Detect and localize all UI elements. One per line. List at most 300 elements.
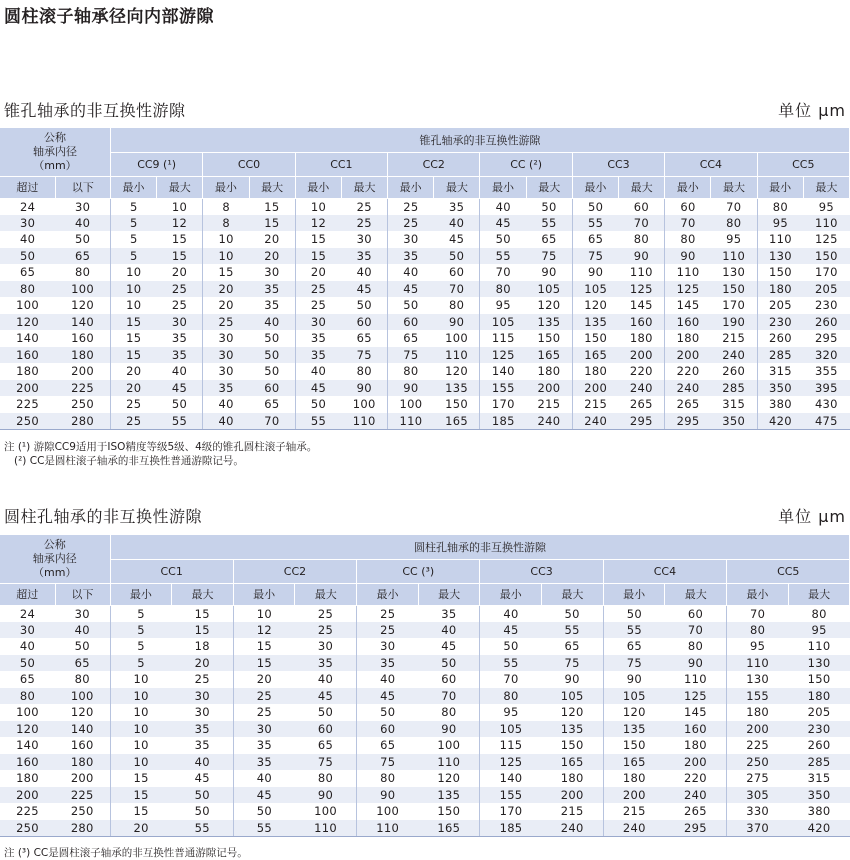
min-cell: 75: [603, 655, 665, 672]
min-cell: 10: [110, 721, 172, 738]
min-cell: 8: [222, 199, 230, 214]
min-cell: 305: [727, 787, 789, 804]
max-cell: 320: [803, 347, 849, 364]
incl-header: 以下: [55, 176, 110, 198]
table-row: [0, 787, 850, 804]
min-cell: 55: [603, 622, 665, 639]
max-cell: 180: [788, 688, 850, 705]
max-cell: 315: [807, 771, 831, 786]
max-cell: 60: [418, 671, 480, 688]
table-row: [0, 605, 850, 622]
min-cell: 215: [622, 804, 646, 819]
table1-title: 锥孔轴承的非互换性游隙: [4, 101, 186, 120]
min-cell: 15: [133, 804, 149, 819]
max-cell: 65: [295, 737, 357, 754]
max-cell: 60: [341, 314, 387, 331]
min-header: 最小: [572, 176, 618, 198]
min-cell: 170: [499, 804, 523, 819]
bore-incl-cell: 120: [55, 297, 110, 314]
min-cell: 20: [126, 364, 142, 379]
table1-notes: [4, 440, 317, 468]
min-cell: 55: [572, 215, 618, 232]
min-cell: 40: [203, 413, 249, 430]
max-cell: 350: [788, 787, 850, 804]
min-cell: 160: [665, 314, 711, 331]
min-cell: 40: [403, 265, 419, 280]
bore-over-cell: 24: [19, 199, 36, 214]
table-row: [0, 380, 850, 397]
max-cell: 420: [788, 820, 850, 837]
over-header: 超过: [0, 583, 55, 605]
min-cell: 80: [403, 364, 419, 379]
min-cell: 220: [676, 364, 700, 379]
max-cell: 60: [295, 721, 357, 738]
min-cell: 90: [388, 380, 434, 397]
bore-incl-cell: 140: [55, 314, 110, 331]
max-header: 最大: [341, 176, 387, 198]
clearance-group-header: CC5: [727, 559, 850, 583]
max-cell: 35: [172, 721, 234, 738]
min-cell: 100: [399, 397, 423, 412]
min-cell: 205: [768, 298, 792, 313]
max-cell: 80: [295, 770, 357, 787]
max-cell: 120: [418, 770, 480, 787]
min-cell: 15: [310, 232, 327, 247]
min-cell: 10: [256, 606, 272, 621]
min-cell: 155: [727, 688, 789, 705]
min-cell: 55: [233, 820, 295, 837]
max-cell: 65: [341, 330, 387, 347]
min-cell: 10: [110, 281, 156, 298]
bore-over-cell: 80: [0, 688, 55, 705]
table-row: [0, 264, 850, 281]
max-cell: 75: [295, 754, 357, 771]
min-cell: 350: [757, 380, 803, 397]
min-cell: 30: [218, 364, 234, 379]
bore-incl-cell: 280: [55, 413, 110, 430]
max-cell: 100: [295, 803, 357, 820]
max-cell: 80: [711, 215, 757, 232]
min-cell: 25: [126, 397, 142, 412]
bore-incl-cell: 160: [55, 330, 110, 347]
min-cell: 15: [256, 639, 272, 654]
min-cell: 12: [233, 622, 295, 639]
min-cell: 45: [480, 215, 526, 232]
max-cell: 25: [341, 198, 387, 215]
bore-incl-cell: 65: [55, 248, 110, 265]
min-cell: 25: [403, 199, 419, 214]
max-cell: 25: [157, 297, 203, 314]
min-cell: 330: [746, 804, 770, 819]
bore-over-cell: 80: [0, 281, 55, 298]
max-cell: 170: [814, 265, 838, 280]
max-cell: 110: [295, 820, 357, 837]
min-cell: 180: [757, 281, 803, 298]
min-header: 最小: [110, 583, 172, 605]
min-cell: 35: [295, 347, 341, 364]
min-header: 最小: [388, 176, 434, 198]
table-row: [0, 655, 850, 672]
min-header: 最小: [110, 176, 156, 198]
min-cell: 40: [380, 672, 396, 687]
group-header: 锥孔轴承的非互换性游隙: [110, 128, 849, 152]
table1-note-2: (²) CC是圆柱滚子轴承的非互换性普通游隙记号。: [14, 455, 244, 467]
min-cell: 65: [380, 738, 396, 753]
max-cell: 295: [814, 331, 838, 346]
max-cell: 150: [434, 396, 480, 413]
bore-over-cell: 30: [0, 622, 55, 639]
max-cell: 45: [295, 688, 357, 705]
clearance-group-header: CC3: [480, 559, 603, 583]
bore-incl-cell: 100: [55, 688, 110, 705]
min-cell: 105: [480, 314, 526, 331]
max-cell: 110: [807, 639, 831, 654]
max-cell: 35: [157, 330, 203, 347]
max-cell: 180: [526, 363, 572, 380]
max-cell: 165: [526, 347, 572, 364]
max-cell: 70: [418, 688, 480, 705]
min-cell: 95: [495, 298, 511, 313]
min-header: 最小: [295, 176, 341, 198]
max-cell: 165: [542, 754, 604, 771]
min-cell: 75: [388, 347, 434, 364]
max-cell: 110: [341, 413, 387, 430]
max-cell: 70: [619, 215, 665, 232]
min-cell: 80: [727, 622, 789, 639]
min-cell: 60: [680, 199, 696, 214]
min-cell: 150: [622, 738, 646, 753]
max-cell: 240: [526, 413, 572, 430]
min-cell: 65: [588, 232, 604, 247]
min-cell: 265: [676, 397, 700, 412]
min-cell: 70: [750, 606, 766, 621]
max-cell: 15: [157, 231, 203, 248]
max-cell: 220: [619, 363, 665, 380]
min-header: 最小: [757, 176, 803, 198]
max-cell: 150: [711, 281, 757, 298]
max-cell: 75: [341, 347, 387, 364]
min-cell: 80: [772, 199, 789, 214]
max-cell: 70: [434, 281, 480, 298]
min-cell: 5: [129, 199, 138, 214]
max-cell: 50: [172, 787, 234, 804]
bore-incl-cell: 50: [55, 638, 110, 655]
max-cell: 395: [803, 380, 849, 397]
min-cell: 50: [503, 639, 519, 654]
bore-over-cell: 250: [0, 820, 55, 837]
max-cell: 25: [172, 671, 234, 688]
max-cell: 90: [295, 787, 357, 804]
max-cell: 90: [341, 380, 387, 397]
max-cell: 145: [619, 297, 665, 314]
max-cell: 260: [803, 314, 849, 331]
max-cell: 350: [711, 413, 757, 430]
min-cell: 130: [746, 672, 770, 687]
min-cell: 35: [357, 655, 419, 672]
min-cell: 40: [495, 199, 511, 214]
min-cell: 20: [110, 820, 172, 837]
min-cell: 10: [110, 688, 172, 705]
bore-incl-cell: 100: [55, 281, 110, 298]
max-header: 最大: [434, 176, 480, 198]
min-cell: 50: [380, 705, 396, 720]
max-header: 最大: [619, 176, 665, 198]
max-cell: 80: [434, 297, 480, 314]
bore-over-cell: 100: [16, 705, 39, 720]
max-cell: 55: [542, 622, 604, 639]
bore-incl-cell: 80: [55, 671, 110, 688]
min-cell: 10: [133, 705, 149, 720]
min-cell: 30: [403, 232, 419, 247]
min-cell: 120: [584, 298, 608, 313]
cylindrical-bore-clearance-table: [0, 535, 850, 837]
table-row: [0, 297, 850, 314]
clearance-group-header: CC1: [110, 559, 233, 583]
min-cell: 10: [133, 672, 149, 687]
min-cell: 185: [480, 820, 542, 837]
min-cell: 275: [746, 771, 770, 786]
min-cell: 40: [256, 771, 272, 786]
max-cell: 25: [157, 281, 203, 298]
table-row: [0, 248, 850, 265]
table2-note-1: 注 (³) CC是圆柱滚子轴承的非互换性普通游隙记号。: [4, 847, 248, 859]
max-cell: 30: [172, 688, 234, 705]
table-row: [0, 754, 850, 771]
min-cell: 5: [110, 622, 172, 639]
min-cell: 50: [403, 298, 419, 313]
min-cell: 25: [310, 298, 327, 313]
max-cell: 125: [665, 688, 727, 705]
min-cell: 80: [480, 688, 542, 705]
bore-over-cell: 225: [16, 804, 39, 819]
table-row: [0, 330, 850, 347]
min-cell: 12: [295, 215, 341, 232]
max-cell: 205: [803, 281, 849, 298]
min-cell: 30: [380, 639, 396, 654]
max-cell: 125: [814, 232, 838, 247]
min-cell: 200: [727, 721, 789, 738]
bore-incl-cell: 225: [55, 787, 110, 804]
max-cell: 30: [295, 638, 357, 655]
max-cell: 45: [434, 231, 480, 248]
clearance-group-header: CC (³): [357, 559, 480, 583]
table-row: [0, 688, 850, 705]
table-row: [0, 363, 850, 380]
min-cell: 140: [499, 771, 523, 786]
table-row: [0, 803, 850, 820]
max-cell: 110: [619, 264, 665, 281]
min-cell: 20: [256, 672, 272, 687]
bore-over-cell: 250: [0, 413, 55, 430]
clearance-group-header: CC4: [665, 152, 757, 176]
min-cell: 5: [110, 248, 156, 265]
page-title: 圆柱滚子轴承径向内部游隙: [4, 7, 214, 27]
min-cell: 140: [491, 364, 515, 379]
max-cell: 120: [526, 297, 572, 314]
max-cell: 55: [172, 820, 234, 837]
max-cell: 60: [619, 198, 665, 215]
max-cell: 20: [172, 655, 234, 672]
min-cell: 20: [218, 298, 234, 313]
max-cell: 160: [665, 721, 727, 738]
max-cell: 70: [249, 413, 295, 430]
max-cell: 65: [249, 396, 295, 413]
bore-over-cell: 50: [0, 655, 55, 672]
bore-over-cell: 50: [0, 248, 55, 265]
min-cell: 155: [480, 787, 542, 804]
bore-over-cell: 40: [19, 639, 36, 654]
bore-over-cell: 180: [16, 771, 39, 786]
bore-over-cell: 24: [19, 606, 36, 621]
max-cell: 200: [619, 347, 665, 364]
max-cell: 50: [249, 363, 295, 380]
bore-incl-cell: 30: [55, 198, 110, 215]
max-cell: 110: [803, 215, 849, 232]
max-header: 最大: [418, 583, 480, 605]
min-cell: 95: [750, 639, 766, 654]
max-cell: 355: [814, 364, 838, 379]
bore-incl-cell: 200: [55, 770, 110, 787]
min-cell: 295: [665, 413, 711, 430]
max-cell: 200: [526, 380, 572, 397]
min-cell: 240: [603, 820, 665, 837]
max-cell: 15: [157, 248, 203, 265]
min-cell: 105: [480, 721, 542, 738]
min-cell: 260: [768, 331, 792, 346]
max-header: 最大: [788, 583, 850, 605]
clearance-group-header: CC1: [295, 152, 387, 176]
max-cell: 40: [157, 363, 203, 380]
bore-over-cell: 30: [0, 215, 55, 232]
min-cell: 225: [746, 738, 770, 753]
min-cell: 80: [680, 232, 696, 247]
nominal-bore-header: 公称 轴承内径 （mm）: [0, 535, 110, 583]
max-cell: 50: [526, 198, 572, 215]
incl-header: 以下: [55, 583, 110, 605]
min-cell: 5: [137, 639, 145, 654]
max-cell: 285: [711, 380, 757, 397]
max-header: 最大: [665, 583, 727, 605]
min-cell: 30: [218, 331, 234, 346]
max-cell: 215: [711, 330, 757, 347]
min-cell: 180: [622, 771, 646, 786]
bore-incl-cell: 140: [55, 721, 110, 738]
min-cell: 135: [603, 721, 665, 738]
max-cell: 260: [711, 363, 757, 380]
max-cell: 50: [249, 330, 295, 347]
min-cell: 25: [357, 622, 419, 639]
min-cell: 15: [126, 331, 142, 346]
min-cell: 10: [310, 199, 327, 214]
min-cell: 75: [357, 754, 419, 771]
bore-incl-cell: 50: [55, 231, 110, 248]
bore-incl-cell: 200: [55, 363, 110, 380]
max-header: 最大: [295, 583, 357, 605]
max-cell: 130: [711, 264, 757, 281]
max-cell: 240: [711, 347, 757, 364]
min-cell: 5: [110, 655, 172, 672]
min-cell: 130: [757, 248, 803, 265]
min-cell: 5: [129, 232, 138, 247]
min-cell: 55: [480, 655, 542, 672]
bore-over-cell: 225: [16, 397, 40, 412]
max-cell: 50: [418, 655, 480, 672]
min-header: 最小: [727, 583, 789, 605]
min-cell: 10: [203, 248, 249, 265]
bore-over-cell: 65: [19, 265, 36, 280]
min-cell: 35: [233, 754, 295, 771]
max-cell: 40: [434, 215, 480, 232]
max-cell: 120: [434, 363, 480, 380]
table-row: [0, 671, 850, 688]
min-cell: 155: [480, 380, 526, 397]
table1-note-1: 注 (¹) 游隙CC9适用于ISO精度等级5级、4级的锥孔圆柱滚子轴承。: [4, 441, 318, 453]
clearance-group-header: CC9 (¹): [110, 152, 202, 176]
min-header: 最小: [357, 583, 419, 605]
max-cell: 430: [814, 397, 838, 412]
min-cell: 10: [126, 265, 142, 280]
min-cell: 420: [757, 413, 803, 430]
min-header: 最小: [603, 583, 665, 605]
max-cell: 170: [711, 297, 757, 314]
max-cell: 130: [788, 655, 850, 672]
table2-notes: [4, 846, 248, 860]
max-cell: 100: [418, 737, 480, 754]
max-cell: 135: [434, 380, 480, 397]
table2-unit: 单位 μm: [778, 507, 846, 526]
table-row: [0, 396, 850, 413]
min-header: 最小: [665, 176, 711, 198]
min-cell: 25: [295, 281, 341, 298]
bore-over-cell: 200: [0, 380, 55, 397]
bore-incl-cell: 65: [55, 655, 110, 672]
min-cell: 15: [218, 265, 234, 280]
max-cell: 35: [295, 655, 357, 672]
max-cell: 230: [788, 721, 850, 738]
max-cell: 80: [811, 606, 827, 621]
bore-over-cell: 40: [19, 232, 36, 247]
table-row: [0, 413, 850, 430]
max-cell: 65: [526, 231, 572, 248]
max-cell: 100: [341, 396, 387, 413]
clearance-group-header: CC5: [757, 152, 849, 176]
min-cell: 15: [110, 347, 156, 364]
min-cell: 125: [665, 281, 711, 298]
min-cell: 65: [626, 639, 642, 654]
max-cell: 105: [526, 281, 572, 298]
min-cell: 100: [376, 804, 400, 819]
max-cell: 35: [157, 347, 203, 364]
min-cell: 125: [480, 754, 542, 771]
max-cell: 65: [542, 638, 604, 655]
max-cell: 240: [619, 380, 665, 397]
max-cell: 15: [249, 198, 295, 215]
bore-over-cell: 180: [16, 364, 40, 379]
min-cell: 370: [727, 820, 789, 837]
bore-over-cell: 120: [0, 721, 55, 738]
min-cell: 20: [310, 265, 327, 280]
table-row: [0, 347, 850, 364]
max-cell: 30: [341, 231, 387, 248]
min-cell: 80: [380, 771, 396, 786]
min-cell: 25: [110, 413, 156, 430]
min-cell: 40: [310, 364, 327, 379]
table-row: [0, 638, 850, 655]
max-header: 最大: [542, 583, 604, 605]
min-cell: 65: [403, 331, 419, 346]
max-cell: 240: [665, 787, 727, 804]
bore-incl-cell: 250: [55, 396, 110, 413]
